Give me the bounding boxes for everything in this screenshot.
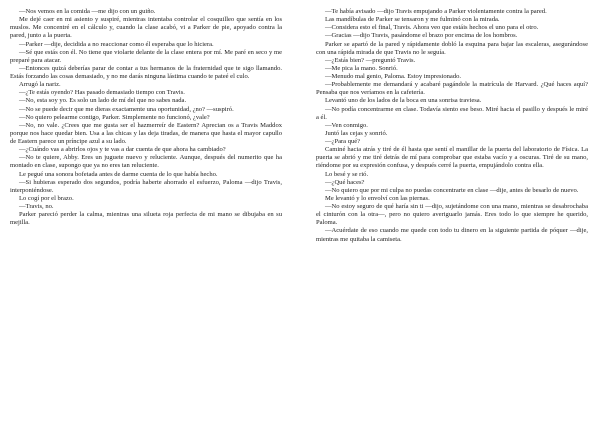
left-page bbox=[10, 8, 282, 424]
paragraph: —Menudo mal genio, Paloma. Estoy impresionado. bbox=[325, 73, 462, 80]
paragraph: —No se puede decir que me dieras exactamente una oportunidad, ¿no? —suspiró. bbox=[19, 105, 234, 113]
paragraph: —Ven conmigo. bbox=[325, 121, 368, 129]
paragraph: —Acuérdate de eso cuando me quede con todo tu dinero en la siguiente partida de póquer —dije, mientras me quitaba la camiseta. bbox=[316, 227, 588, 243]
paragraph: Parker pareció perder la calma, mientras una silueta roja perfecta de mi mano se dibujaba en su mejilla. bbox=[10, 211, 282, 227]
paragraph: —No podía concentrarme en clase. Todavía siento ese beso. Miré hacia el pasillo y después le miré a él. bbox=[316, 105, 588, 121]
paragraph: Lo besé y se rió. bbox=[325, 170, 369, 178]
paragraph: —¿Qué haces? bbox=[325, 178, 365, 186]
paragraph: —Probablemente me demandará y acabaré pagándole la matrícula de Harvard. ¿Qué haces aquí? Pensaba que nos veríamos en la cafetería. bbox=[316, 81, 588, 97]
paragraph: —Nos vemos en la comida —me dijo con un guiño. bbox=[19, 8, 156, 15]
paragraph: Me dejé caer en mi asiento y suspiré, mientras intentaba controlar el cosquilleo que sentía en los muslos. Me concentré en el cálculo y, cuando la clase acabó, vi a Parker de pie, apoyado contra la pared, junto a la puerta. bbox=[10, 16, 282, 40]
paragraph: —No, esta soy yo. Es solo un lado de mí del que no sabes nada. bbox=[19, 97, 187, 105]
paragraph: Arrugó la nariz. bbox=[19, 81, 61, 89]
paragraph: Las mandíbulas de Parker se tensaron y me fulminó con la mirada. bbox=[325, 16, 500, 24]
paragraph: Me levantó y lo envolví con las piernas. bbox=[325, 194, 430, 202]
paragraph: Levantó uno de los lados de la boca en una sonrisa traviesa. bbox=[325, 97, 482, 105]
paragraph: —Me pica la mano. Sonrió. bbox=[325, 64, 398, 72]
paragraph: —No quiero pelearme contigo, Parker. Simplemente no funcionó, ¿vale? bbox=[19, 113, 210, 121]
paragraph: —Si hubieras esperado dos segundos, podría haberte ahorrado el esfuerzo, Paloma —dijo Travis, interponiéndose. bbox=[10, 178, 282, 194]
paragraph: —Parker —dije, decidida a no reaccionar como él esperaba que lo hiciera. bbox=[19, 40, 214, 48]
paragraph: —No estoy seguro de qué haría sin ti —dijo, sujetándome con una mano, mientras se desabrochaba el cinturón con la otra—, pero no quiero averiguarlo jamás. Eres todo lo que siempre he querido, Paloma. bbox=[316, 203, 588, 227]
paragraph: Lo cogí por el brazo. bbox=[19, 194, 74, 202]
paragraph: —¿Cuándo vas a abrirlos ojos y te vas a dar cuenta de que ahora ha cambiado? bbox=[19, 146, 226, 154]
right-page bbox=[316, 8, 588, 424]
paragraph: —Travis, no. bbox=[19, 203, 54, 210]
paragraph: Caminé hacia atrás y tiré de él hasta que sentí el manillar de la puerta del laboratorio de Física. La puerta se abrió y me tiré detrás de mí para comprobar que estaba vacío y a oscuras. Tiré de su mano, riéndome por su expresión confusa, y después cerré la puerta, empujándolo contra ella. bbox=[316, 146, 588, 170]
paragraph: —Entonces quizá deberías parar de contar a tus hermanos de la fraternidad que te sigo llamando. Estás forzando las cosas demasiado, y no me darás ninguna lástima cuando te pateé el culo. bbox=[10, 64, 282, 80]
paragraph: Le pegué una sonora bofetada antes de darme cuenta de lo que había hecho. bbox=[19, 170, 218, 178]
paragraph: —¿Estás bien? —preguntó Travis. bbox=[325, 56, 416, 64]
paragraph: —No quiero que por mi culpa no puedas concentrarte en clase —dije, antes de besarlo de nuevo. bbox=[325, 186, 579, 194]
paragraph: —¿Te estás oyendo? Has pasado demasiado tiempo con Travis. bbox=[19, 89, 185, 97]
paragraph: Parker se apartó de la pared y rápidamente dobló la esquina para bajar las escaleras, asegurándose con una rápida mirada de que Travis no le seguía. bbox=[316, 40, 588, 56]
paragraph: Juntó las cejas y sonrió. bbox=[325, 129, 388, 137]
paragraph: —No te quiere, Abby. Eres un juguete nuevo y reluciente. Aunque, después del numerito que ha montado en clase, supongo que ya no eres tan reluciente. bbox=[10, 154, 282, 170]
paragraph: —Sé que estás con él. No tiene que violarte delante de la clase entera por mí. Me paré en seco y me preparé para atacar. bbox=[10, 48, 282, 64]
paragraph: —¿Para qué? bbox=[325, 138, 361, 145]
paragraph: —Gracias —dijo Travis, pasándome el brazo por encima de los hombros. bbox=[325, 32, 518, 40]
paragraph: —Considera esto el final, Travis. Ahora veo que estáis hechos el uno para el otro. bbox=[325, 24, 539, 32]
paragraph: —No, no vale. ¿Crees que me gusta ser el hazmerreír de Eastern? Aprecian os a Travis Maddox porque nos hace quedar bien. Usa a las chicas y las deja tiradas, de manera que hasta el mayor capullo de Eastern parece un príncipe azul a su lado. bbox=[10, 121, 282, 145]
page-gutter bbox=[299, 0, 300, 428]
paragraph: —Te había avisado —dijo Travis empujando a Parker violentamente contra la pared. bbox=[325, 8, 547, 15]
